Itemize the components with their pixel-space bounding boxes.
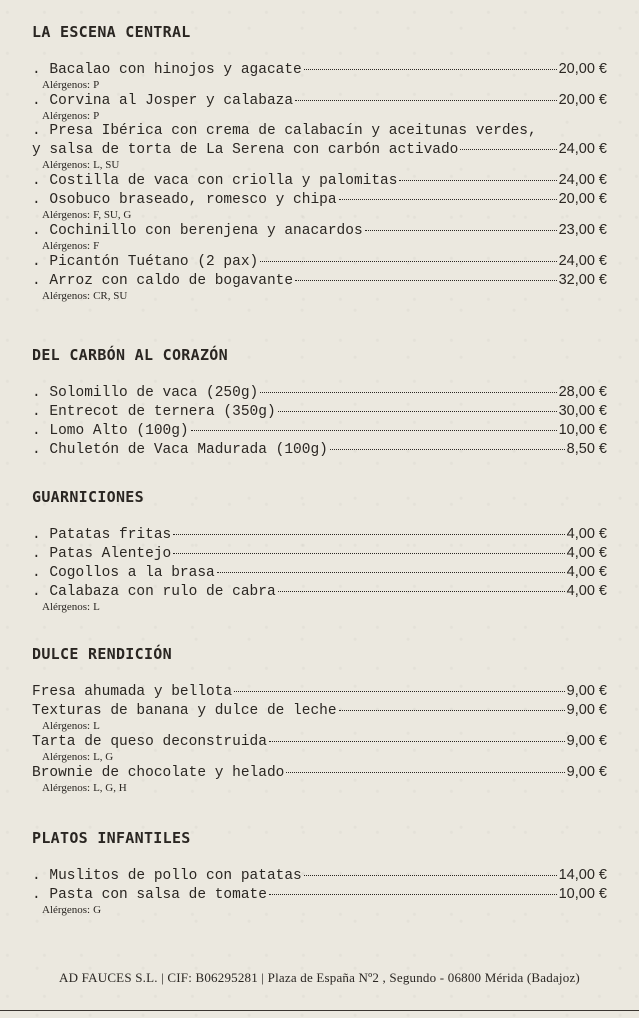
currency-symbol: € [598, 253, 607, 269]
price-value: 30,00 [558, 403, 595, 419]
menu-item [32, 60, 607, 91]
menu-item [32, 271, 607, 302]
currency-symbol: € [598, 867, 607, 883]
menu-item-name: . Chuletón de Vaca Madurada (100g) [32, 442, 328, 458]
menu-item-name: . Corvina al Josper y calabaza [32, 93, 294, 109]
allergen-codes: P [93, 79, 100, 91]
menu-item-list [32, 525, 607, 613]
menu-item-name: . Patatas fritas [32, 527, 172, 543]
section-title: DULCE RENDICIÓN [32, 645, 172, 663]
section-del-carbon-al-corazon [32, 345, 607, 459]
menu-item-line [32, 91, 607, 110]
menu-item-line [32, 885, 607, 904]
currency-symbol: € [598, 683, 607, 699]
allergen-label: Alérgenos: [42, 751, 91, 763]
price-value: 20,00 [558, 191, 595, 207]
menu-item-price [567, 440, 607, 458]
menu-item-price [567, 763, 607, 781]
menu-item [32, 866, 607, 885]
menu-item-line [32, 701, 607, 720]
menu-item [32, 563, 607, 582]
menu-item-name: . Patas Alentejo [32, 546, 172, 562]
allergen-codes: L [93, 720, 100, 732]
menu-item-list [32, 60, 607, 302]
menu-item [32, 582, 607, 613]
price-value: 9,00 [566, 733, 595, 749]
allergen-codes: L [93, 601, 100, 613]
menu-item-name: . Entrecot de ternera (350g) [32, 404, 276, 420]
menu-item-line [32, 866, 607, 885]
currency-symbol: € [598, 702, 607, 718]
allergen-label: Alérgenos: [42, 159, 91, 171]
dot-leader [295, 99, 557, 101]
menu-item [32, 91, 607, 122]
currency-symbol: € [598, 733, 607, 749]
allergen-label: Alérgenos: [42, 290, 91, 302]
bottom-divider [0, 1010, 639, 1011]
menu-item [32, 122, 607, 171]
dot-leader [173, 552, 564, 554]
allergen-codes: F [93, 240, 100, 252]
price-value: 10,00 [558, 422, 595, 438]
menu-item [32, 421, 607, 440]
allergen-info [32, 159, 607, 171]
menu-item-price [559, 171, 607, 189]
menu-item-line [32, 763, 607, 782]
menu-item-price [559, 402, 607, 420]
menu-item [32, 544, 607, 563]
menu-item [32, 221, 607, 252]
menu-item-name: . Solomillo de vaca (250g) [32, 385, 259, 401]
menu-item-price [567, 701, 607, 719]
menu-item-name: . Calabaza con rulo de cabra [32, 584, 276, 600]
menu-item-line [32, 140, 607, 159]
menu-item [32, 252, 607, 271]
menu-item [32, 682, 607, 701]
dot-leader [339, 198, 557, 200]
menu-item [32, 763, 607, 794]
allergen-label: Alérgenos: [42, 209, 91, 221]
menu-item [32, 885, 607, 916]
price-value: 4,00 [566, 583, 595, 599]
menu-item-name: . Cogollos a la brasa [32, 565, 215, 581]
allergen-codes: CR, SU [93, 290, 128, 302]
menu-item-line [32, 421, 607, 440]
allergen-info [32, 209, 607, 221]
price-value: 24,00 [558, 172, 595, 188]
menu-item [32, 525, 607, 544]
allergen-info [32, 782, 607, 794]
price-value: 20,00 [558, 61, 595, 77]
menu-item-price [559, 421, 607, 439]
dot-leader [286, 771, 564, 773]
menu-item-price [559, 252, 607, 270]
allergen-codes: L, G, H [93, 782, 127, 794]
price-value: 4,00 [566, 564, 595, 580]
currency-symbol: € [598, 141, 607, 157]
allergen-info [32, 720, 607, 732]
menu-item-list [32, 866, 607, 916]
allergen-label: Alérgenos: [42, 240, 91, 252]
menu-item-price [567, 682, 607, 700]
allergen-info [32, 601, 607, 613]
section-guarniciones [32, 487, 607, 613]
dot-leader [304, 68, 557, 70]
dot-leader [278, 590, 565, 592]
menu-item-name: . Osobuco braseado, romesco y chipa [32, 192, 337, 208]
menu-item-price [567, 525, 607, 543]
dot-leader [365, 229, 557, 231]
price-value: 24,00 [558, 253, 595, 269]
menu-item [32, 190, 607, 221]
menu-item-price [559, 190, 607, 208]
allergen-label: Alérgenos: [42, 110, 91, 122]
menu-item-price [559, 383, 607, 401]
section-title: DEL CARBÓN AL CORAZÓN [32, 346, 228, 364]
menu-item-line [32, 732, 607, 751]
menu-item-line [32, 252, 607, 271]
menu-item-name: . Costilla de vaca con criolla y palomitas [32, 173, 398, 189]
section-la-escena-central [32, 22, 607, 302]
allergen-codes: P [93, 110, 100, 122]
menu-item-line [32, 544, 607, 563]
currency-symbol: € [598, 92, 607, 108]
price-value: 4,00 [566, 526, 595, 542]
menu-item-line [32, 525, 607, 544]
section-title: PLATOS INFANTILES [32, 829, 191, 847]
allergen-codes: F, SU, G [93, 209, 132, 221]
allergen-info [32, 240, 607, 252]
dot-leader [330, 448, 565, 450]
currency-symbol: € [598, 61, 607, 77]
menu-item-line [32, 582, 607, 601]
allergen-codes: L, SU [93, 159, 120, 171]
menu-item-line [32, 271, 607, 290]
price-value: 14,00 [558, 867, 595, 883]
currency-symbol: € [598, 526, 607, 542]
currency-symbol: € [598, 583, 607, 599]
price-value: 23,00 [558, 222, 595, 238]
allergen-label: Alérgenos: [42, 904, 91, 916]
currency-symbol: € [598, 422, 607, 438]
menu-item-line [32, 563, 607, 582]
menu-item [32, 732, 607, 763]
menu-item-line [32, 682, 607, 701]
menu-item-name: Tarta de queso deconstruida [32, 734, 267, 750]
section-platos-infantiles [32, 828, 607, 916]
allergen-codes: G [93, 904, 102, 916]
menu-item-name: Brownie de chocolate y helado [32, 765, 285, 781]
menu-item-price [559, 866, 607, 884]
allergen-label: Alérgenos: [42, 79, 91, 91]
dot-leader [191, 429, 557, 431]
dot-leader [278, 410, 557, 412]
currency-symbol: € [598, 441, 607, 457]
menu-item-list [32, 383, 607, 459]
menu-item-line [32, 221, 607, 240]
section-title: LA ESCENA CENTRAL [32, 23, 191, 41]
menu-item-name: . Arroz con caldo de bogavante [32, 273, 294, 289]
menu-item-name: . Pasta con salsa de tomate [32, 887, 267, 903]
menu-item-price [567, 563, 607, 581]
dot-leader [269, 740, 565, 742]
menu-item-name: . Presa Ibérica con crema de calabacín y aceitunas verdes, [32, 123, 537, 139]
section-dulce-rendicion [32, 644, 607, 794]
menu-item-price [567, 582, 607, 600]
price-value: 24,00 [558, 141, 595, 157]
allergen-codes: L, G [93, 751, 114, 763]
menu-item [32, 171, 607, 190]
price-value: 9,00 [566, 764, 595, 780]
currency-symbol: € [598, 886, 607, 902]
menu-item-line [32, 402, 607, 421]
dot-leader [399, 179, 556, 181]
menu-item-line [32, 171, 607, 190]
menu-item-line [32, 440, 607, 459]
menu-item-name: Fresa ahumada y bellota [32, 684, 233, 700]
menu-item-line [32, 383, 607, 402]
menu-item-price [559, 885, 607, 903]
currency-symbol: € [598, 384, 607, 400]
menu-item-name: . Muslitos de pollo con patatas [32, 868, 302, 884]
currency-symbol: € [598, 545, 607, 561]
section-title: GUARNICIONES [32, 488, 144, 506]
currency-symbol: € [598, 403, 607, 419]
price-value: 28,00 [558, 384, 595, 400]
price-value: 10,00 [558, 886, 595, 902]
currency-symbol: € [598, 272, 607, 288]
currency-symbol: € [598, 191, 607, 207]
dot-leader [173, 533, 564, 535]
menu-item-name: Texturas de banana y dulce de leche [32, 703, 337, 719]
price-value: 4,00 [566, 545, 595, 561]
menu-item-price [559, 60, 607, 78]
menu-item-price [559, 140, 607, 158]
dot-leader [269, 893, 557, 895]
menu-item-name: . Cochinillo con berenjena y anacardos [32, 223, 363, 239]
menu-item-line [32, 60, 607, 79]
price-value: 32,00 [558, 272, 595, 288]
menu-item-name: . Bacalao con hinojos y agacate [32, 62, 302, 78]
menu-item-name: . Lomo Alto (100g) [32, 423, 189, 439]
price-value: 8,50 [566, 441, 595, 457]
price-value: 9,00 [566, 683, 595, 699]
menu-item [32, 440, 607, 459]
allergen-info [32, 904, 607, 916]
menu-item [32, 383, 607, 402]
allergen-info [32, 110, 607, 122]
allergen-label: Alérgenos: [42, 782, 91, 794]
menu-item [32, 701, 607, 732]
allergen-info [32, 751, 607, 763]
dot-leader [234, 690, 565, 692]
dot-leader [339, 709, 565, 711]
dot-leader [260, 391, 556, 393]
menu-item-price [559, 221, 607, 239]
allergen-info [32, 79, 607, 91]
allergen-label: Alérgenos: [42, 720, 91, 732]
menu-item-price [567, 732, 607, 750]
menu-item-price [559, 91, 607, 109]
price-value: 20,00 [558, 92, 595, 108]
dot-leader [460, 148, 556, 150]
currency-symbol: € [598, 172, 607, 188]
currency-symbol: € [598, 564, 607, 580]
menu-item-name-continued: y salsa de torta de La Serena con carbón activado [32, 142, 459, 158]
price-value: 9,00 [566, 702, 595, 718]
footer-company-info: AD FAUCES S.L. | CIF: B06295281 | Plaza de España Nº2 , Segundo - 06800 Mérida (Badajoz) [59, 970, 580, 985]
menu-item-price [567, 544, 607, 562]
currency-symbol: € [598, 222, 607, 238]
menu-item-list [32, 682, 607, 794]
allergen-info [32, 290, 607, 302]
menu-item-price [559, 271, 607, 289]
dot-leader [304, 874, 557, 876]
allergen-label: Alérgenos: [42, 601, 91, 613]
menu-item [32, 402, 607, 421]
currency-symbol: € [598, 764, 607, 780]
menu-item-name: . Picantón Tuétano (2 pax) [32, 254, 259, 270]
dot-leader [260, 260, 556, 262]
dot-leader [295, 279, 557, 281]
menu-item-line [32, 190, 607, 209]
dot-leader [217, 571, 565, 573]
